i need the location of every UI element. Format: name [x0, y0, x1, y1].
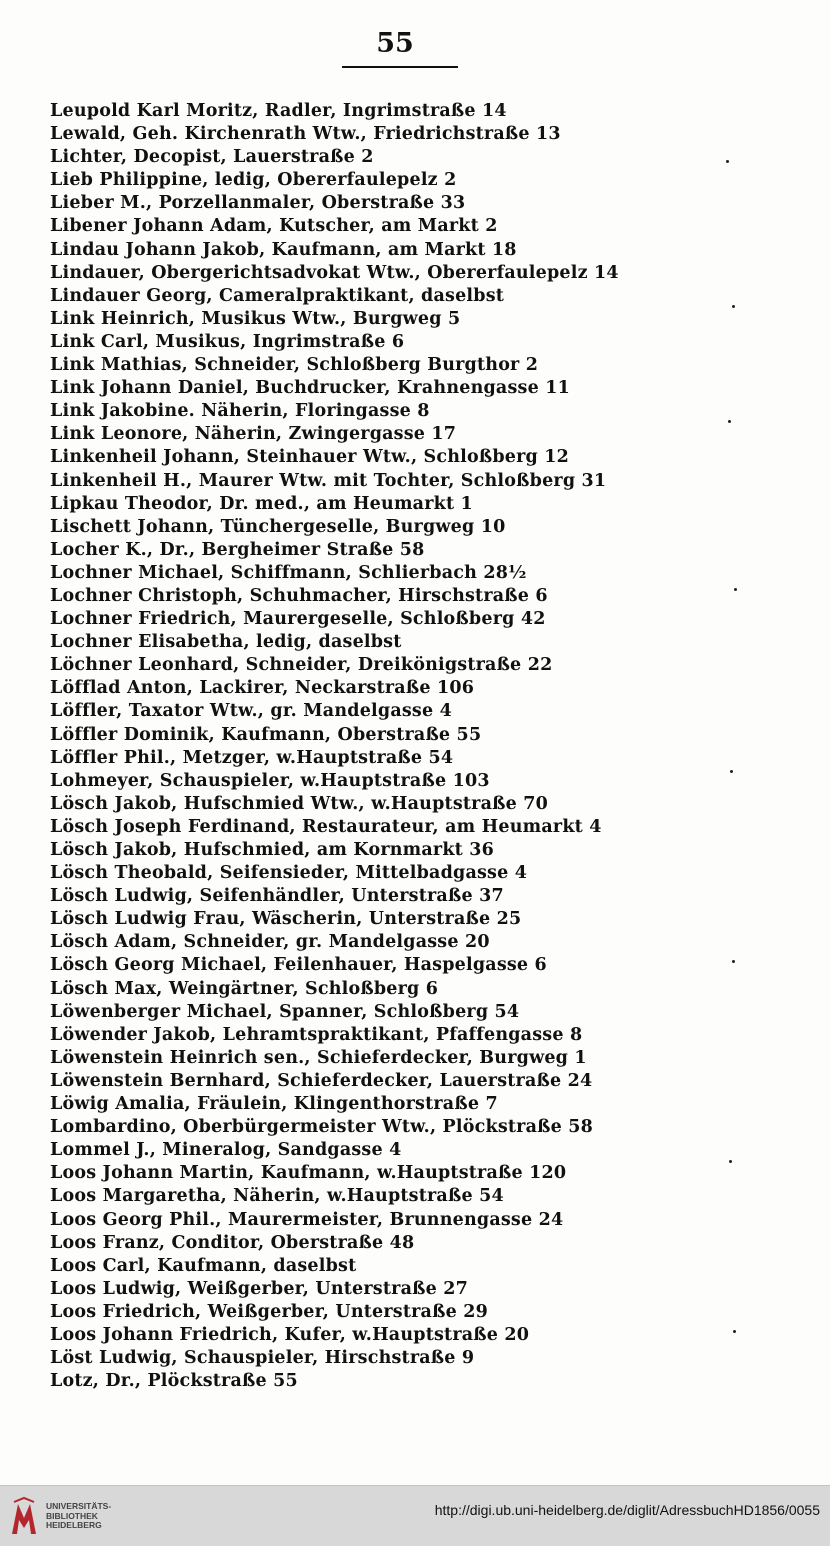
directory-entry: Lommel J., Mineralog, Sandgasse 4: [50, 1140, 402, 1161]
directory-entry: Loos Friedrich, Weißgerber, Unterstraße 29: [50, 1301, 488, 1322]
directory-entry: Löffler Phil., Metzger, w.Hauptstraße 54: [50, 747, 454, 768]
directory-entry: Lösch Jakob, Hufschmied, am Kornmarkt 36: [50, 840, 494, 860]
directory-entry: Linkenheil H., Maurer Wtw. mit Tochter, Schloßberg 31: [50, 470, 607, 491]
directory-entry: Lösch Max, Weingärtner, Schloßberg 6: [50, 978, 439, 999]
directory-entry: Lichter, Decopist, Lauerstraße 2: [50, 147, 374, 168]
directory-entry: Lösch Ludwig Frau, Wäscherin, Unterstraße 25: [50, 909, 522, 930]
directory-entry: Loos Margaretha, Näherin, w.Hauptstraße 54: [50, 1186, 504, 1207]
directory-entry: Löwenstein Bernhard, Schieferdecker, Lauerstraße 24: [50, 1070, 593, 1091]
directory-entry: Loos Ludwig, Weißgerber, Unterstraße 27: [50, 1278, 468, 1299]
directory-entry: Löwenberger Michael, Spanner, Schloßberg 54: [50, 1001, 520, 1022]
page-number: 55: [376, 28, 414, 59]
directory-entry: Lewald, Geh. Kirchenrath Wtw., Friedrichstraße 13: [50, 124, 561, 145]
directory-entry: Loos Georg Phil., Maurermeister, Brunnengasse 24: [50, 1209, 564, 1230]
directory-entry: Lotz, Dr., Plöckstraße 55: [50, 1371, 298, 1392]
directory-entry: Löwig Amalia, Fräulein, Klingenthorstraße 7: [50, 1094, 498, 1115]
directory-entry: Lösch Joseph Ferdinand, Restaurateur, am Heumarkt 4: [50, 816, 602, 837]
directory-entry: Löffler, Taxator Wtw., gr. Mandelgasse 4: [50, 701, 452, 722]
directory-entry: Link Heinrich, Musikus Wtw., Burgweg 5: [50, 308, 461, 329]
directory-entry: Lieb Philippine, ledig, Obererfaulepelz 2: [50, 170, 457, 191]
directory-entry: Lösch Adam, Schneider, gr. Mandelgasse 20: [50, 932, 490, 953]
directory-entry: Lochner Michael, Schiffmann, Schlierbach 28½: [50, 562, 527, 583]
margin-specks: [720, 120, 750, 1420]
directory-entry: Lombardino, Oberbürgermeister Wtw., Plöckstraße 58: [50, 1117, 593, 1138]
directory-entry: Lösch Georg Michael, Feilenhauer, Haspelgasse 6: [50, 955, 547, 976]
directory-entry: Lischett Johann, Tünchergeselle, Burgweg 10: [50, 516, 506, 537]
library-name-line: BIBLIOTHEK: [46, 1510, 98, 1521]
directory-entry: Loos Franz, Conditor, Oberstraße 48: [50, 1232, 415, 1253]
directory-entry: Lindau Johann Jakob, Kaufmann, am Markt 18: [50, 239, 517, 260]
directory-entry: Lieber M., Porzellanmaler, Oberstraße 33: [50, 193, 466, 214]
directory-entry: Löwender Jakob, Lehramtspraktikant, Pfaffengasse 8: [50, 1024, 583, 1045]
directory-entry: Libener Johann Adam, Kutscher, am Markt 2: [50, 216, 498, 237]
directory-entry: Löwenstein Heinrich sen., Schieferdecker, Burgweg 1: [50, 1047, 587, 1068]
source-url-link[interactable]: http://digi.ub.uni-heidelberg.de/diglit/AdressbuchHD1856/0055: [434, 1502, 820, 1518]
library-name-line: HEIDELBERG: [46, 1520, 102, 1530]
directory-entry: Link Jakobine. Näherin, Floringasse 8: [50, 401, 430, 422]
directory-entry: Löfflad Anton, Lackirer, Neckarstraße 106: [50, 678, 475, 699]
directory-entry: Loos Carl, Kaufmann, daselbst: [50, 1255, 357, 1276]
directory-entry: Lochner Christoph, Schuhmacher, Hirschstraße 6: [50, 585, 548, 606]
directory-entry: Lochner Friedrich, Maurergeselle, Schloßberg 42: [50, 609, 546, 630]
directory-entries: [50, 100, 810, 1393]
directory-entry: Linkenheil Johann, Steinhauer Wtw., Schloßberg 12: [50, 447, 570, 468]
directory-entry: Lindauer Georg, Cameralpraktikant, daselbst: [50, 285, 505, 306]
directory-entry: Lipkau Theodor, Dr. med., am Heumarkt 1: [50, 493, 473, 514]
directory-entry: Löst Ludwig, Schauspieler, Hirschstraße 9: [50, 1348, 475, 1369]
directory-entry: Lösch Jakob, Hufschmied Wtw., w.Hauptstraße 70: [50, 793, 548, 814]
directory-entry: Lösch Theobald, Seifensieder, Mittelbadgasse 4: [50, 863, 528, 884]
directory-entry: Loos Johann Friedrich, Kufer, w.Hauptstraße 20: [50, 1324, 530, 1345]
directory-entry: Lindauer, Obergerichtsadvokat Wtw., Obererfaulepelz 14: [50, 262, 619, 283]
library-name: [46, 1502, 111, 1531]
directory-entry: Loos Johann Martin, Kaufmann, w.Hauptstraße 120: [50, 1163, 567, 1184]
directory-entry: Lochner Elisabetha, ledig, daselbst: [50, 632, 402, 653]
directory-entry: Leupold Karl Moritz, Radler, Ingrimstraße 14: [50, 101, 507, 121]
university-library-logo-icon: [10, 1496, 38, 1536]
directory-entry: Lohmeyer, Schauspieler, w.Hauptstraße 103: [50, 770, 490, 791]
header-rule: [342, 66, 458, 68]
directory-entry: Link Mathias, Schneider, Schloßberg Burgthor 2: [50, 355, 539, 376]
directory-entry: Locher K., Dr., Bergheimer Straße 58: [50, 539, 425, 560]
directory-entry: Link Carl, Musikus, Ingrimstraße 6: [50, 331, 405, 352]
footer-bar: [0, 1485, 830, 1546]
directory-entry: Löffler Dominik, Kaufmann, Oberstraße 55: [50, 724, 482, 745]
directory-entry: Link Johann Daniel, Buchdrucker, Krahnengasse 11: [50, 378, 570, 399]
library-name-line: UNIVERSITÄTS-: [46, 1501, 112, 1511]
directory-entry: Löchner Leonhard, Schneider, Dreikönigstraße 22: [50, 655, 553, 676]
directory-entry: Link Leonore, Näherin, Zwingergasse 17: [50, 424, 457, 445]
directory-entry: Lösch Ludwig, Seifenhändler, Unterstraße 37: [50, 886, 504, 907]
